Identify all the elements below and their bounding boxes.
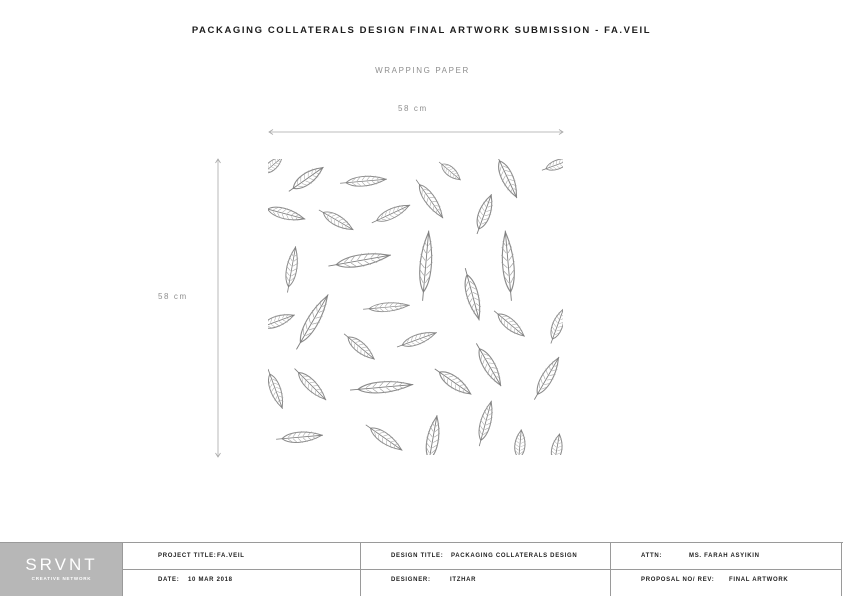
feather-icons bbox=[268, 159, 563, 455]
title-block-divider bbox=[360, 543, 361, 596]
designer-label: DESIGNER: bbox=[391, 577, 431, 583]
title-block-grid bbox=[123, 543, 842, 596]
designer-value: ITZHAR bbox=[450, 577, 477, 583]
height-dimension-label: 58 cm bbox=[158, 292, 188, 301]
logo-wordmark: SRVNT bbox=[25, 555, 98, 574]
document-title: PACKAGING COLLATERALS DESIGN FINAL ARTWORK SUBMISSION - FA.VEIL bbox=[191, 25, 652, 36]
wrapping-paper-pattern bbox=[268, 159, 563, 455]
date-value: 10 MAR 2018 bbox=[188, 577, 233, 583]
document-subtitle: WRAPPING PAPER bbox=[375, 66, 470, 75]
project-title-label: PROJECT TITLE: bbox=[158, 553, 217, 559]
width-dimension-label: 58 cm bbox=[398, 104, 428, 113]
project-title-value: FA.VEIL bbox=[217, 553, 245, 559]
logo-tagline: CREATIVE NETWORK bbox=[31, 576, 92, 581]
title-block-divider bbox=[610, 543, 611, 596]
design-title-value: PACKAGING COLLATERALS DESIGN bbox=[451, 553, 578, 559]
width-dimension-arrow bbox=[268, 127, 564, 137]
srvnt-logo bbox=[0, 543, 123, 596]
proposal-value: FINAL ARTWORK bbox=[729, 577, 789, 583]
design-title-label: DESIGN TITLE: bbox=[391, 553, 444, 559]
date-label: DATE: bbox=[158, 577, 180, 583]
title-block-divider bbox=[123, 569, 842, 570]
attn-value: MS. FARAH ASYIKIN bbox=[689, 553, 760, 559]
height-dimension-arrow bbox=[213, 158, 223, 458]
attn-label: ATTN: bbox=[641, 553, 663, 559]
proposal-label: PROPOSAL NO/ REV: bbox=[641, 577, 715, 583]
title-block bbox=[0, 542, 843, 596]
